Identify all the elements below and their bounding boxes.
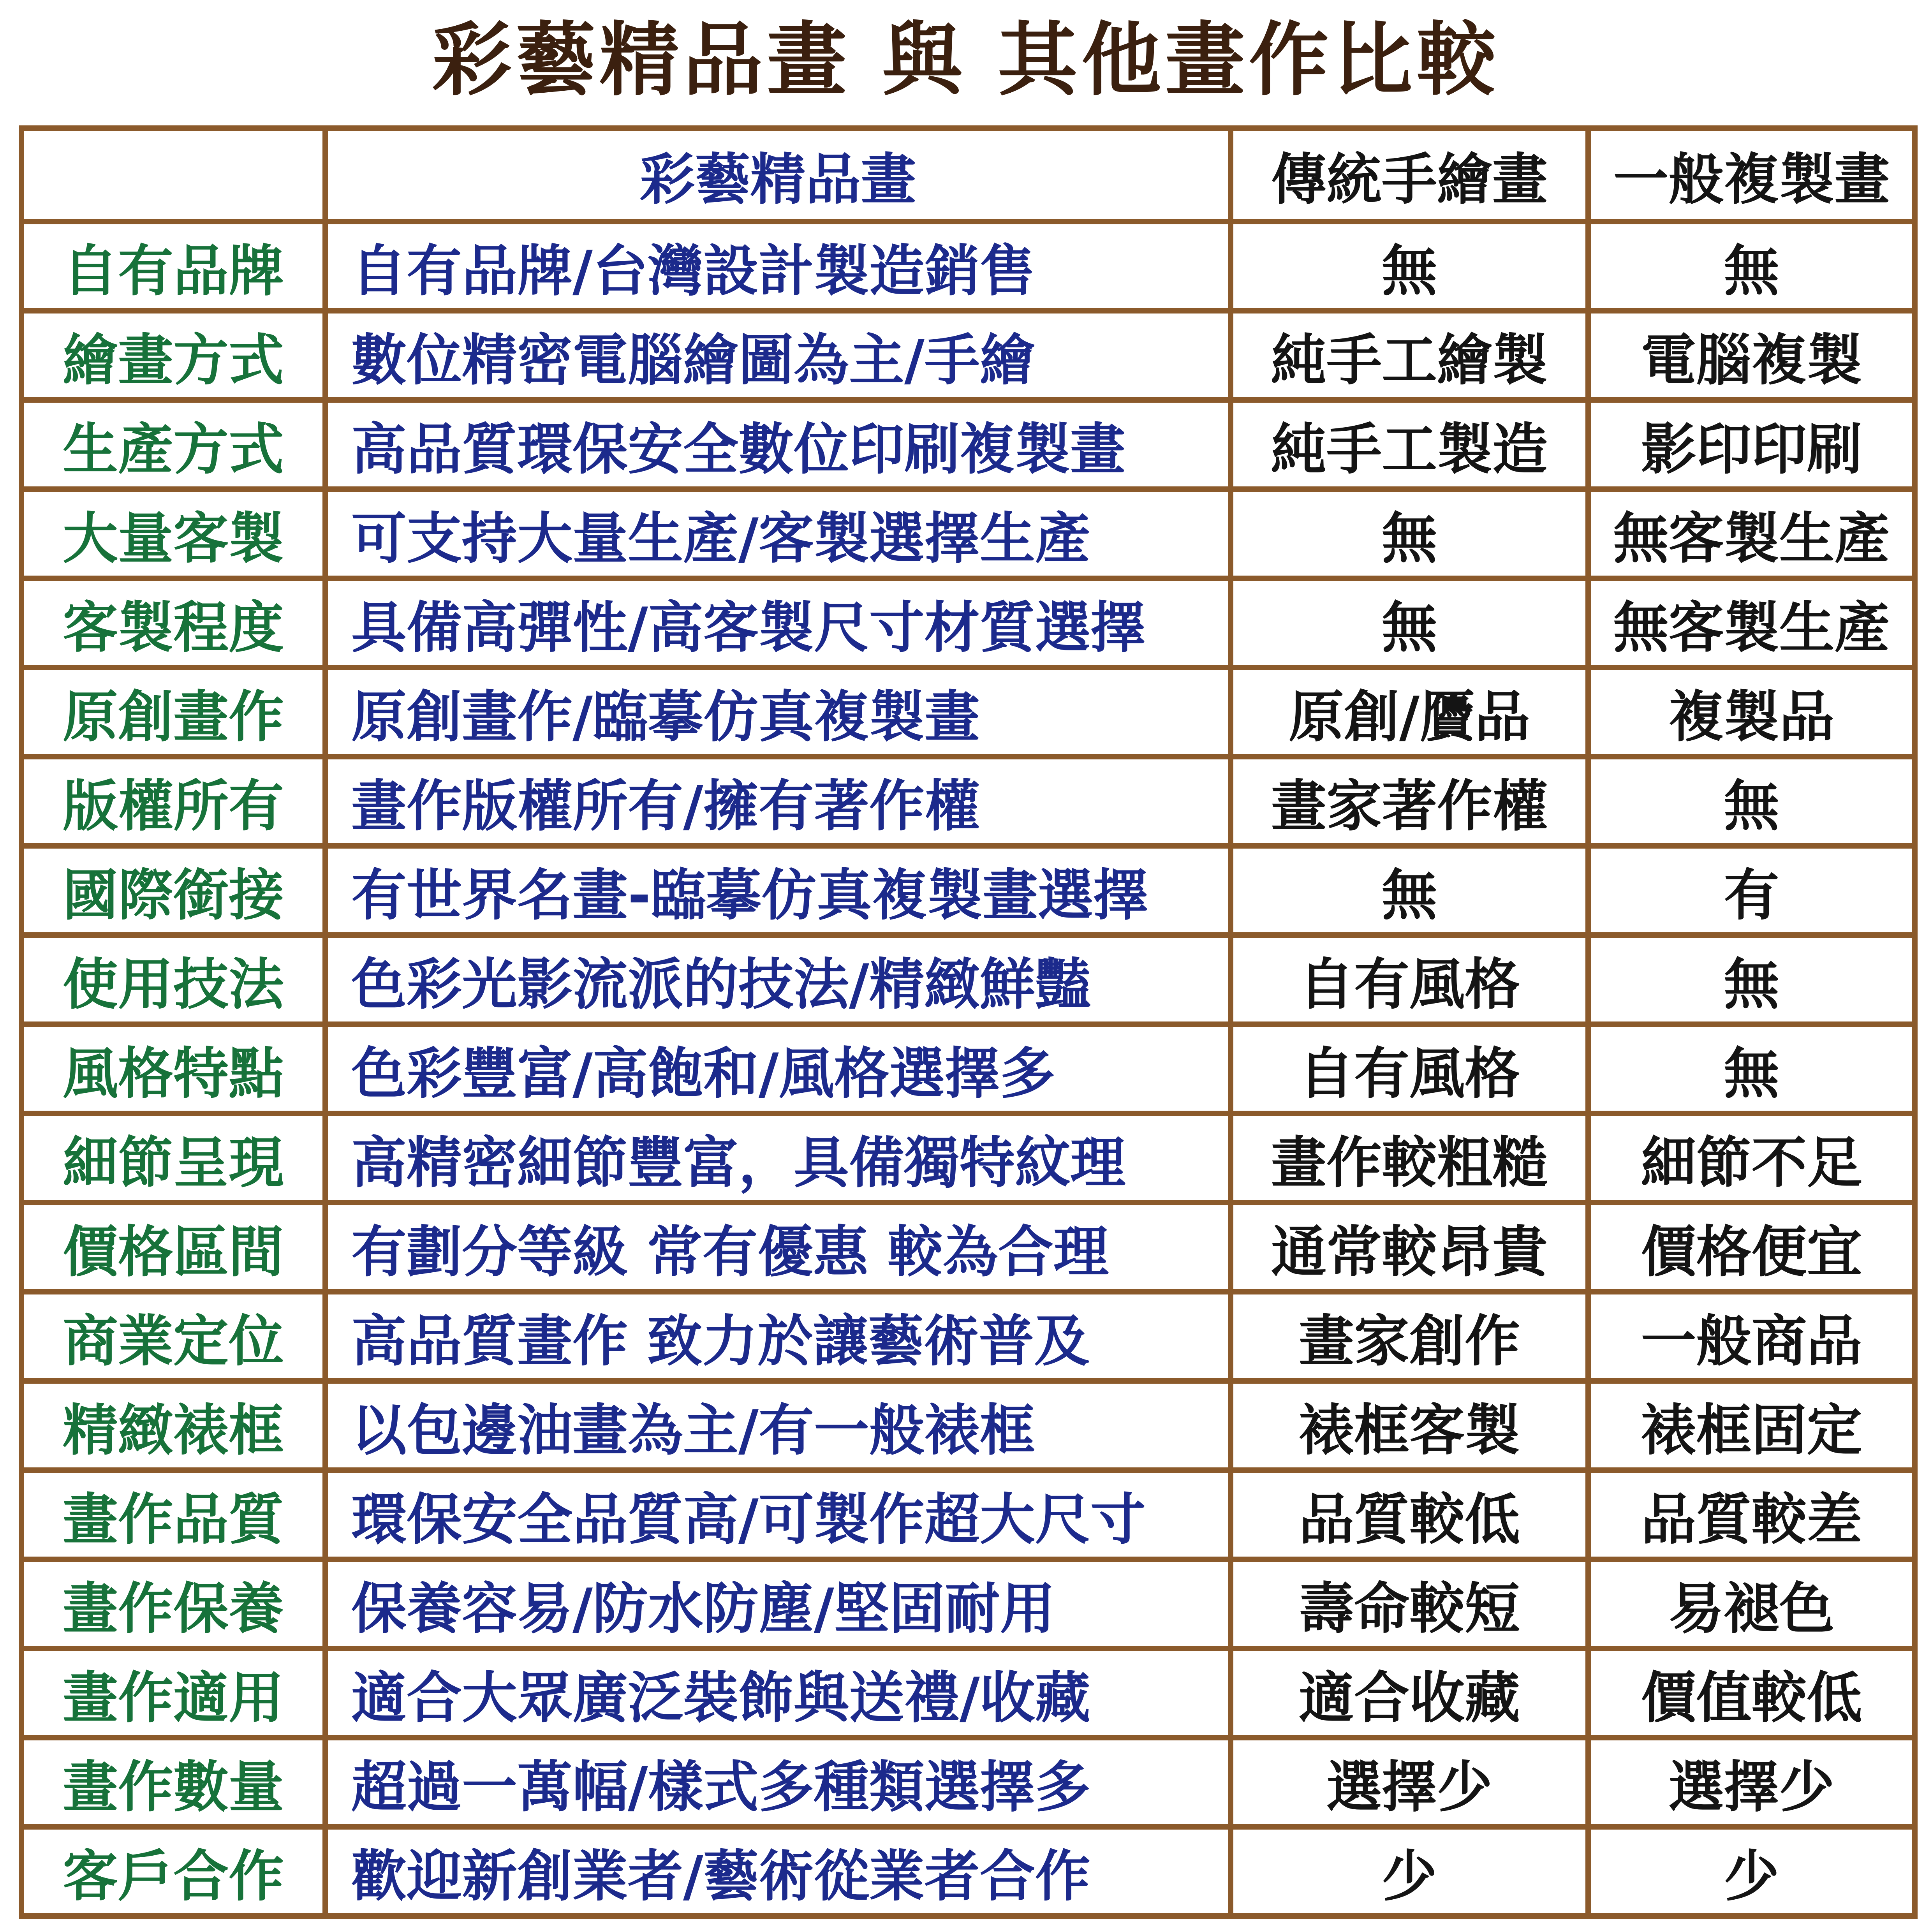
table-row — [21, 1113, 1915, 1203]
traditional-cell: 裱框客製 — [1231, 1381, 1588, 1470]
traditional-cell: 少 — [1231, 1827, 1588, 1916]
row-label: 價格區間 — [21, 1203, 325, 1292]
main-product-cell: 自有品牌/台灣設計製造銷售 — [325, 222, 1231, 311]
copy-cell: 無 — [1588, 222, 1915, 311]
table-row — [21, 935, 1915, 1024]
copy-cell: 電腦複製 — [1588, 311, 1915, 400]
row-label: 商業定位 — [21, 1292, 325, 1381]
main-product-cell: 環保安全品質高/可製作超大尺寸 — [325, 1470, 1231, 1559]
traditional-cell: 自有風格 — [1231, 935, 1588, 1024]
header-copy: 一般複製畫 — [1588, 128, 1915, 222]
copy-cell: 無客製生產 — [1588, 578, 1915, 667]
table-row — [21, 1470, 1915, 1559]
table-row — [21, 1203, 1915, 1292]
comparison-table — [19, 125, 1918, 1919]
main-product-cell: 色彩光影流派的技法/精緻鮮豔 — [325, 935, 1231, 1024]
traditional-cell: 選擇少 — [1231, 1738, 1588, 1827]
row-label: 原創畫作 — [21, 667, 325, 757]
row-label: 大量客製 — [21, 489, 325, 578]
main-product-cell: 原創畫作/臨摹仿真複製畫 — [325, 667, 1231, 757]
copy-cell: 影印印刷 — [1588, 400, 1915, 489]
table-row — [21, 578, 1915, 667]
main-product-cell: 有世界名畫-臨摹仿真複製畫選擇 — [325, 846, 1231, 935]
traditional-cell: 無 — [1231, 489, 1588, 578]
main-product-cell: 有劃分等級 常有優惠 較為合理 — [325, 1203, 1231, 1292]
main-product-cell: 高精密細節豐富，具備獨特紋理 — [325, 1113, 1231, 1203]
table-row — [21, 1827, 1915, 1916]
table-row — [21, 667, 1915, 757]
header-main-product: 彩藝精品畫 — [325, 128, 1231, 222]
copy-cell: 細節不足 — [1588, 1113, 1915, 1203]
copy-cell: 易褪色 — [1588, 1559, 1915, 1648]
row-label: 客製程度 — [21, 578, 325, 667]
row-label: 細節呈現 — [21, 1113, 325, 1203]
main-product-cell: 可支持大量生產/客製選擇生產 — [325, 489, 1231, 578]
copy-cell: 有 — [1588, 846, 1915, 935]
table-row — [21, 1381, 1915, 1470]
traditional-cell: 純手工繪製 — [1231, 311, 1588, 400]
row-label: 國際銜接 — [21, 846, 325, 935]
row-label: 畫作適用 — [21, 1648, 325, 1738]
copy-cell: 複製品 — [1588, 667, 1915, 757]
copy-cell: 價格便宜 — [1588, 1203, 1915, 1292]
traditional-cell: 畫家著作權 — [1231, 757, 1588, 846]
traditional-cell: 通常較昂貴 — [1231, 1203, 1588, 1292]
header-blank-cell — [21, 128, 325, 222]
main-product-cell: 保養容易/防水防塵/堅固耐用 — [325, 1559, 1231, 1648]
main-product-cell: 畫作版權所有/擁有著作權 — [325, 757, 1231, 846]
traditional-cell: 純手工製造 — [1231, 400, 1588, 489]
main-product-cell: 高品質畫作 致力於讓藝術普及 — [325, 1292, 1231, 1381]
copy-cell: 少 — [1588, 1827, 1915, 1916]
copy-cell: 選擇少 — [1588, 1738, 1915, 1827]
copy-cell: 一般商品 — [1588, 1292, 1915, 1381]
main-product-cell: 色彩豐富/高飽和/風格選擇多 — [325, 1024, 1231, 1113]
traditional-cell: 畫家創作 — [1231, 1292, 1588, 1381]
table-row — [21, 1559, 1915, 1648]
table-row — [21, 1024, 1915, 1113]
copy-cell: 無 — [1588, 757, 1915, 846]
table-row — [21, 757, 1915, 846]
traditional-cell: 無 — [1231, 222, 1588, 311]
table-row — [21, 489, 1915, 578]
table-row — [21, 846, 1915, 935]
traditional-cell: 壽命較短 — [1231, 1559, 1588, 1648]
table-row — [21, 400, 1915, 489]
traditional-cell: 無 — [1231, 578, 1588, 667]
header-traditional: 傳統手繪畫 — [1231, 128, 1588, 222]
page-title: 彩藝精品畫 與 其他畫作比較 — [432, 14, 1500, 107]
table-row — [21, 222, 1915, 311]
main-product-cell: 具備高彈性/高客製尺寸材質選擇 — [325, 578, 1231, 667]
traditional-cell: 原創/贗品 — [1231, 667, 1588, 757]
main-product-cell: 超過一萬幅/樣式多種類選擇多 — [325, 1738, 1231, 1827]
traditional-cell: 無 — [1231, 846, 1588, 935]
table-header-row — [21, 128, 1915, 222]
main-product-cell: 高品質環保安全數位印刷複製畫 — [325, 400, 1231, 489]
copy-cell: 無 — [1588, 1024, 1915, 1113]
copy-cell: 價值較低 — [1588, 1648, 1915, 1738]
copy-cell: 無客製生產 — [1588, 489, 1915, 578]
row-label: 使用技法 — [21, 935, 325, 1024]
traditional-cell: 品質較低 — [1231, 1470, 1588, 1559]
table-row — [21, 1738, 1915, 1827]
row-label: 畫作保養 — [21, 1559, 325, 1648]
row-label: 版權所有 — [21, 757, 325, 846]
row-label: 繪畫方式 — [21, 311, 325, 400]
row-label: 生產方式 — [21, 400, 325, 489]
row-label: 畫作數量 — [21, 1738, 325, 1827]
row-label: 自有品牌 — [21, 222, 325, 311]
main-product-cell: 適合大眾廣泛裝飾與送禮/收藏 — [325, 1648, 1231, 1738]
main-product-cell: 以包邊油畫為主/有一般裱框 — [325, 1381, 1231, 1470]
traditional-cell: 自有風格 — [1231, 1024, 1588, 1113]
row-label: 風格特點 — [21, 1024, 325, 1113]
traditional-cell: 畫作較粗糙 — [1231, 1113, 1588, 1203]
copy-cell: 無 — [1588, 935, 1915, 1024]
table-row — [21, 1292, 1915, 1381]
row-label: 客戶合作 — [21, 1827, 325, 1916]
row-label: 畫作品質 — [21, 1470, 325, 1559]
main-product-cell: 歡迎新創業者/藝術從業者合作 — [325, 1827, 1231, 1916]
table-row — [21, 1648, 1915, 1738]
copy-cell: 裱框固定 — [1588, 1381, 1915, 1470]
row-label: 精緻裱框 — [21, 1381, 325, 1470]
copy-cell: 品質較差 — [1588, 1470, 1915, 1559]
table-row — [21, 311, 1915, 400]
traditional-cell: 適合收藏 — [1231, 1648, 1588, 1738]
main-product-cell: 數位精密電腦繪圖為主/手繪 — [325, 311, 1231, 400]
